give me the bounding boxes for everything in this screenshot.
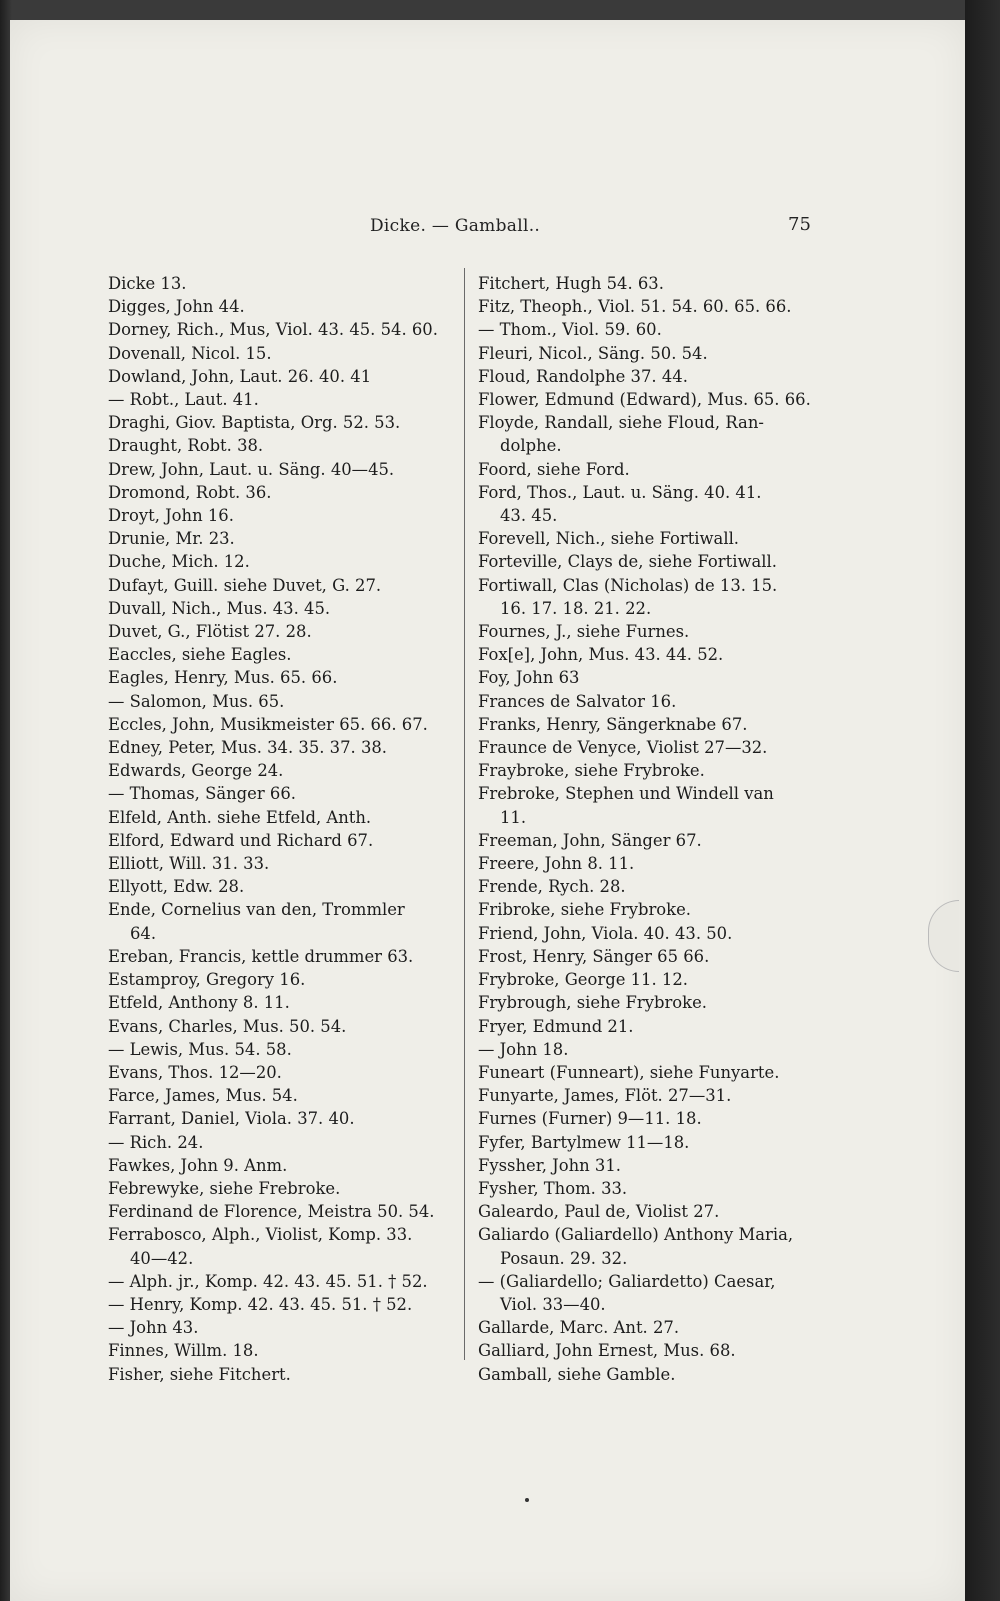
index-entry: — Alph. jr., Komp. 42. 43. 45. 51. † 52. [108, 1271, 428, 1291]
index-entry: Posaun. 29. 32. [500, 1248, 628, 1268]
index-entry: Etfeld, Anthony 8. 11. [108, 993, 290, 1013]
index-entry: 11. [500, 807, 527, 827]
index-entry: Draghi, Giov. Baptista, Org. 52. 53. [108, 413, 401, 433]
index-entry: Draught, Robt. 38. [108, 436, 264, 456]
index-entry: Dovenall, Nicol. 15. [108, 343, 272, 363]
index-entry: Fraunce de Venyce, Violist 27—32. [478, 738, 768, 758]
index-entry: Fraybroke, siehe Frybroke. [478, 761, 705, 781]
index-entry: Fysher, Thom. 33. [478, 1178, 628, 1198]
index-entry: Frybroke, George 11. 12. [478, 970, 688, 990]
index-entry: Forevell, Nich., siehe Fortiwall. [478, 529, 740, 549]
index-entry: Dicke 13. [108, 274, 187, 293]
ink-dot [525, 1498, 529, 1502]
index-entry: Elliott, Will. 31. 33. [108, 854, 270, 874]
index-entry: 64. [130, 923, 157, 943]
index-column-right [478, 272, 823, 1386]
index-entry: Farce, James, Mus. 54. [108, 1086, 298, 1106]
index-entry: dolphe. [500, 436, 562, 456]
index-entry: Dufayt, Guill. siehe Duvet, G. 27. [108, 575, 382, 595]
index-entry: Viol. 33—40. [500, 1294, 606, 1314]
index-entry: Galeardo, Paul de, Violist 27. [478, 1202, 720, 1222]
index-entry: Febrewyke, siehe Frebroke. [108, 1178, 341, 1198]
index-entry: — Henry, Komp. 42. 43. 45. 51. † 52. [108, 1294, 413, 1314]
index-entry: Evans, Charles, Mus. 50. 54. [108, 1016, 347, 1036]
index-entry: Edwards, George 24. [108, 761, 284, 781]
index-entry: Friend, John, Viola. 40. 43. 50. [478, 923, 733, 943]
index-entry: Fleuri, Nicol., Säng. 50. 54. [478, 343, 708, 363]
index-entry: Foy, John 63 [478, 668, 580, 688]
index-entry: Fitchert, Hugh 54. 63. [478, 274, 664, 293]
index-entry: Frost, Henry, Sänger 65 66. [478, 946, 710, 966]
index-entry: Ferdinand de Florence, Meistra 50. 54. [108, 1202, 435, 1222]
index-entry: Fryer, Edmund 21. [478, 1016, 634, 1036]
index-entry: Edney, Peter, Mus. 34. 35. 37. 38. [108, 738, 388, 758]
index-entry: Ford, Thos., Laut. u. Säng. 40. 41. [478, 482, 762, 502]
index-entry: Galliard, John Ernest, Mus. 68. [478, 1341, 736, 1361]
index-entry: Fyssher, John 31. [478, 1155, 621, 1175]
index-entry: Frances de Salvator 16. [478, 691, 677, 711]
index-entry: Fortiwall, Clas (Nicholas) de 13. 15. [478, 575, 778, 595]
index-entry: Fisher, siehe Fitchert. [108, 1364, 291, 1384]
index-column-left [108, 272, 456, 1386]
index-entry: Frende, Rych. 28. [478, 877, 626, 897]
index-entry: — Salomon, Mus. 65. [108, 691, 285, 711]
page-number: 75 [788, 214, 811, 235]
index-entry: 43. 45. [500, 506, 558, 526]
index-entry: Duche, Mich. 12. [108, 552, 250, 572]
index-entry: — Thomas, Sänger 66. [108, 784, 296, 804]
index-entry: Fournes, J., siehe Furnes. [478, 622, 690, 642]
index-entry: Freere, John 8. 11. [478, 854, 635, 874]
index-entry: Dowland, John, Laut. 26. 40. 41 [108, 366, 372, 386]
header-title: Dicke. — Gamball.. [370, 216, 541, 236]
index-entry: Gamball, siehe Gamble. [478, 1364, 676, 1384]
index-entry: Galiardo (Galiardello) Anthony Maria, [478, 1225, 794, 1245]
index-entry: — (Galiardello; Galiardetto) Caesar, [478, 1271, 776, 1291]
index-entry: Fyfer, Bartylmew 11—18. [478, 1132, 690, 1152]
index-entry: Foord, siehe Ford. [478, 459, 630, 479]
page-tab-mark [928, 900, 959, 972]
index-entry: Funyarte, James, Flöt. 27—31. [478, 1086, 732, 1106]
index-entry: Drew, John, Laut. u. Säng. 40—45. [108, 459, 395, 479]
column-divider [464, 268, 465, 1360]
index-entry: Evans, Thos. 12—20. [108, 1062, 282, 1082]
index-entry: Estamproy, Gregory 16. [108, 970, 306, 990]
index-entry: Dorney, Rich., Mus, Viol. 43. 45. 54. 60. [108, 320, 438, 340]
index-entry: Floud, Randolphe 37. 44. [478, 366, 688, 386]
index-entry: — John 18. [478, 1039, 569, 1059]
index-entry: Elfeld, Anth. siehe Etfeld, Anth. [108, 807, 372, 827]
scan-right-edge [965, 0, 1000, 1601]
index-entry: Furnes (Furner) 9—11. 18. [478, 1109, 702, 1129]
index-entry: Fitz, Theoph., Viol. 51. 54. 60. 65. 66. [478, 297, 792, 317]
index-entry: Funeart (Funneart), siehe Funyarte. [478, 1062, 780, 1082]
index-entry: — John 43. [108, 1318, 199, 1338]
index-entry: — Lewis, Mus. 54. 58. [108, 1039, 292, 1059]
index-entry: Floyde, Randall, siehe Floud, Ran- [478, 413, 764, 433]
book-page [10, 20, 965, 1601]
index-entry: Fribroke, siehe Frybroke. [478, 900, 692, 920]
index-entry: Frybrough, siehe Frybroke. [478, 993, 708, 1013]
running-header [10, 216, 965, 246]
index-entry: 40—42. [130, 1248, 194, 1268]
index-entry: Duvet, G., Flötist 27. 28. [108, 622, 312, 642]
index-entry: 16. 17. 18. 21. 22. [500, 598, 652, 618]
index-entry: Drunie, Mr. 23. [108, 529, 235, 549]
index-entry: — Robt., Laut. 41. [108, 390, 259, 410]
index-entry: — Rich. 24. [108, 1132, 204, 1152]
index-entry: Frebroke, Stephen und Windell van [478, 784, 774, 804]
index-entry: Flower, Edmund (Edward), Mus. 65. 66. [478, 390, 811, 410]
index-entry: Duvall, Nich., Mus. 43. 45. [108, 598, 331, 618]
index-entry: Farrant, Daniel, Viola. 37. 40. [108, 1109, 355, 1129]
index-entry: — Thom., Viol. 59. 60. [478, 320, 662, 340]
index-entry: Digges, John 44. [108, 297, 245, 317]
index-entry: Eagles, Henry, Mus. 65. 66. [108, 668, 338, 688]
index-entry: Franks, Henry, Sängerknabe 67. [478, 714, 748, 734]
index-entry: Droyt, John 16. [108, 506, 234, 526]
index-entry: Elford, Edward und Richard 67. [108, 830, 374, 850]
index-entry: Forteville, Clays de, siehe Fortiwall. [478, 552, 777, 572]
index-entry: Ereban, Francis, kettle drummer 63. [108, 946, 414, 966]
index-entry: Eccles, John, Musikmeister 65. 66. 67. [108, 714, 428, 734]
index-entry: Eaccles, siehe Eagles. [108, 645, 292, 665]
index-entry: Gallarde, Marc. Ant. 27. [478, 1318, 680, 1338]
index-entry: Fox[e], John, Mus. 43. 44. 52. [478, 645, 724, 665]
index-entry: Ende, Cornelius van den, Trommler [108, 900, 405, 920]
index-entry: Fawkes, John 9. Anm. [108, 1155, 288, 1175]
index-entry: Dromond, Robt. 36. [108, 482, 272, 502]
index-entry: Ferrabosco, Alph., Violist, Komp. 33. [108, 1225, 413, 1245]
index-entry: Finnes, Willm. 18. [108, 1341, 259, 1361]
index-entry: Freeman, John, Sänger 67. [478, 830, 702, 850]
index-entry: Ellyott, Edw. 28. [108, 877, 245, 897]
